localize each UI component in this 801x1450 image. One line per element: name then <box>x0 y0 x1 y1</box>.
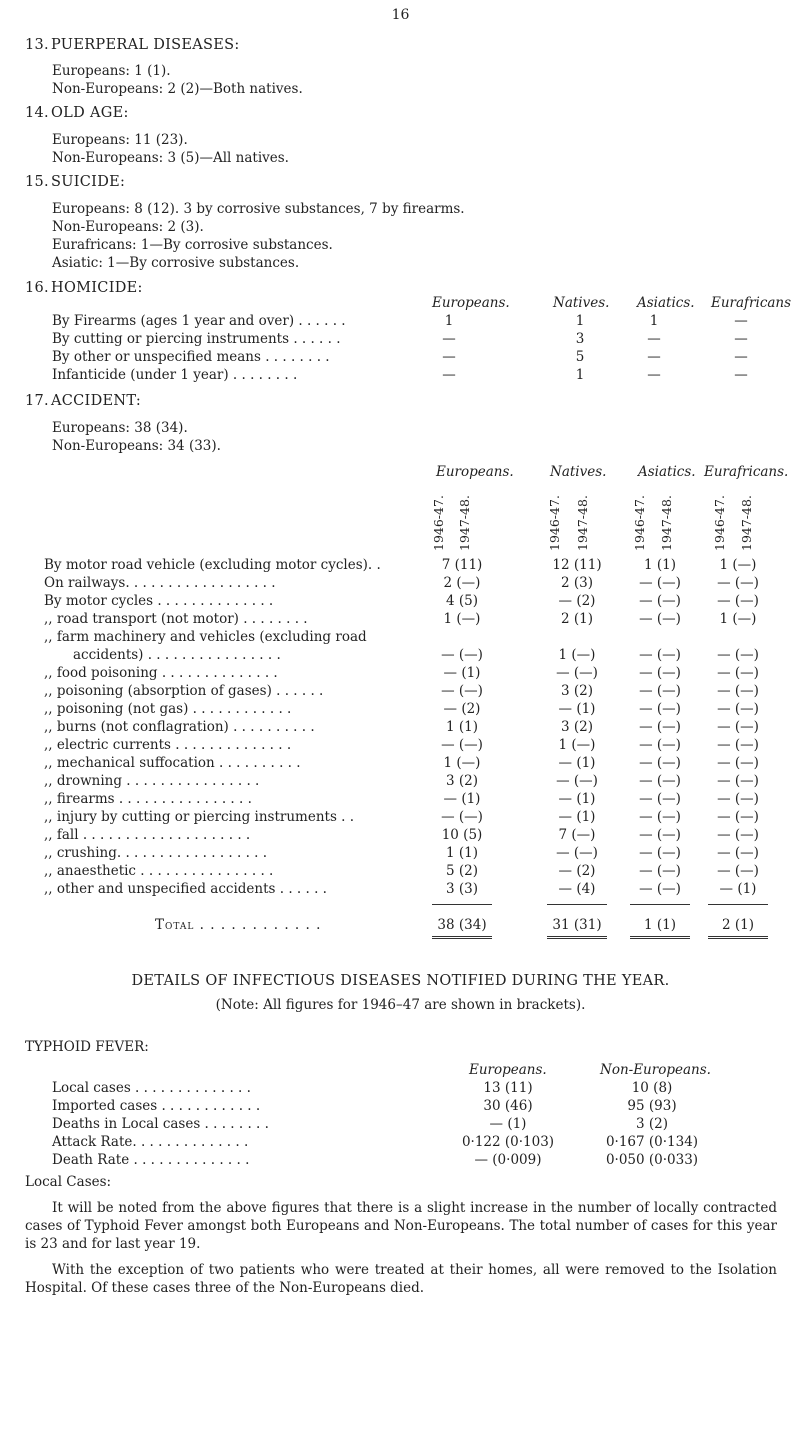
accident-cell: — (1) <box>719 881 757 897</box>
accident-cell: 1 (—) <box>558 647 596 663</box>
paragraph: It will be noted from the above figures that there is a slight increase in the number of locally contracted cases of Typhoid Fever amongst both Europeans and Non-Europeans. The total number of cases for this year is 23 and for last year 19. <box>25 1200 777 1252</box>
typhoid-col-non-europeans: Non-Europeans. <box>600 1062 711 1078</box>
accident-cell: — (—) <box>639 863 681 879</box>
year-header: 1946-47. <box>431 495 446 551</box>
typhoid-row-label: Death Rate . . . . . . . . . . . . . . <box>52 1152 250 1168</box>
accident-cell: 2 (—) <box>443 575 481 591</box>
accident-cell: 3 (2) <box>445 773 478 789</box>
accident-cell: — (—) <box>717 737 759 753</box>
typhoid-row-label: Local cases . . . . . . . . . . . . . . <box>52 1080 251 1096</box>
section-15-line: Eurafricans: 1—By corrosive substances. <box>52 237 333 253</box>
section-15-line: Europeans: 8 (12). 3 by corrosive substances, 7 by firearms. <box>52 201 465 217</box>
homicide-cell: 1 <box>575 367 585 383</box>
accident-cell: 12 (11) <box>552 557 602 573</box>
homicide-col-europeans: Europeans. <box>432 295 510 311</box>
accident-row-label: ,, food poisoning . . . . . . . . . . . . . . <box>44 665 278 681</box>
total-double-rule <box>432 936 492 939</box>
accident-cell: — (—) <box>717 755 759 771</box>
accident-row-label: By motor road vehicle (excluding motor cycles). . <box>44 557 381 573</box>
homicide-row-label: By Firearms (ages 1 year and over) . . . . . . <box>52 313 346 329</box>
typhoid-cell: — (0·009) <box>474 1152 542 1168</box>
accident-cell: 4 (5) <box>445 593 478 609</box>
accident-cell: — (—) <box>717 827 759 843</box>
homicide-cell: 3 <box>575 331 585 347</box>
accident-cell: 7 (—) <box>558 827 596 843</box>
accident-cell: 1 (—) <box>719 557 757 573</box>
total-double-rule <box>630 936 690 939</box>
accident-row-label: ,, drowning . . . . . . . . . . . . . . . . <box>44 773 260 789</box>
accident-cell: — (—) <box>639 665 681 681</box>
homicide-cell: — <box>647 367 661 383</box>
accident-row-label: ,, mechanical suffocation . . . . . . . . . . <box>44 755 301 771</box>
homicide-cell: 1 <box>575 313 585 329</box>
accident-cell: 7 (11) <box>441 557 483 573</box>
homicide-cell: — <box>442 367 456 383</box>
accident-cell: — (—) <box>639 647 681 663</box>
accident-col-natives: Natives. <box>550 464 607 480</box>
accident-cell: — (2) <box>443 701 481 717</box>
homicide-cell: 1 <box>444 313 454 329</box>
accident-cell: — (—) <box>639 881 681 897</box>
homicide-cell: 1 <box>649 313 659 329</box>
accident-col-asiatics: Asiatics. <box>638 464 696 480</box>
accident-cell: — (4) <box>558 881 596 897</box>
accident-row-label: ,, burns (not conflagration) . . . . . . . . . . <box>44 719 315 735</box>
accident-row-label: ,, other and unspecified accidents . . . . . . <box>44 881 327 897</box>
accident-total-cell: 1 (1) <box>643 917 676 933</box>
homicide-row-label: By other or unspecified means . . . . . . . . <box>52 349 330 365</box>
section-15-heading: 15. SUICIDE: <box>25 174 126 190</box>
accident-row-label: ,, farm machinery and vehicles (excluding road <box>44 629 367 645</box>
year-header: 1947-48. <box>575 495 590 551</box>
accident-col-eurafricans: Eurafricans. <box>704 464 789 480</box>
section-16-heading: 16. HOMICIDE: <box>25 280 143 296</box>
accident-row-label: ,, road transport (not motor) . . . . . . . . <box>44 611 308 627</box>
accident-cell: — (—) <box>441 809 483 825</box>
typhoid-heading: TYPHOID FEVER: <box>25 1039 149 1055</box>
accident-cell: — (—) <box>717 701 759 717</box>
homicide-row-label: Infanticide (under 1 year) . . . . . . . . <box>52 367 298 383</box>
section-15-line: Non-Europeans: 2 (3). <box>52 219 204 235</box>
typhoid-cell: 3 (2) <box>635 1116 668 1132</box>
accident-cell: — (—) <box>639 719 681 735</box>
typhoid-cell: 30 (46) <box>483 1098 533 1114</box>
section-17-line: Non-Europeans: 34 (33). <box>52 438 221 454</box>
accident-cell: 1 (1) <box>643 557 676 573</box>
accident-cell: 2 (1) <box>560 611 593 627</box>
accident-cell: 10 (5) <box>441 827 483 843</box>
accident-cell: 2 (3) <box>560 575 593 591</box>
homicide-cell: — <box>734 349 748 365</box>
accident-row-label: accidents) . . . . . . . . . . . . . . . . <box>73 647 281 663</box>
homicide-cell: 5 <box>575 349 585 365</box>
homicide-cell: — <box>442 331 456 347</box>
section-14-line: Europeans: 11 (23). <box>52 132 188 148</box>
accident-cell: 3 (2) <box>560 683 593 699</box>
year-header: 1946-47. <box>712 495 727 551</box>
accident-cell: — (—) <box>717 647 759 663</box>
year-header: 1946-47. <box>632 495 647 551</box>
column-rule <box>708 904 768 905</box>
accident-cell: — (2) <box>558 863 596 879</box>
accident-cell: — (—) <box>717 863 759 879</box>
column-rule <box>630 904 690 905</box>
accident-col-europeans: Europeans. <box>436 464 514 480</box>
accident-total-cell: 2 (1) <box>721 917 754 933</box>
year-header: 1946-47. <box>547 495 562 551</box>
accident-row-label: ,, anaesthetic . . . . . . . . . . . . . . . . <box>44 863 274 879</box>
section-15-line: Asiatic: 1—By corrosive substances. <box>52 255 300 271</box>
accident-row-label: ,, crushing. . . . . . . . . . . . . . . . . . <box>44 845 268 861</box>
accident-cell: — (—) <box>639 737 681 753</box>
accident-cell: 3 (2) <box>560 719 593 735</box>
typhoid-row-label: Attack Rate. . . . . . . . . . . . . . <box>52 1134 249 1150</box>
page-number: 16 <box>391 7 410 23</box>
accident-cell: — (1) <box>558 791 596 807</box>
accident-cell: — (2) <box>558 593 596 609</box>
accident-total-cell: 31 (31) <box>552 917 602 933</box>
year-header: 1947-48. <box>457 495 472 551</box>
accident-total-label: Total . . . . . . . . . . . . <box>155 917 322 933</box>
typhoid-row-label: Imported cases . . . . . . . . . . . . <box>52 1098 261 1114</box>
homicide-cell: — <box>734 313 748 329</box>
accident-row-label: ,, electric currents . . . . . . . . . . . . . . <box>44 737 292 753</box>
accident-total-cell: 38 (34) <box>437 917 487 933</box>
accident-cell: — (—) <box>441 647 483 663</box>
section-13-heading: 13. PUERPERAL DISEASES: <box>25 37 240 53</box>
accident-cell: — (—) <box>556 845 598 861</box>
accident-row-label: ,, poisoning (not gas) . . . . . . . . . . . . <box>44 701 292 717</box>
accident-cell: — (—) <box>639 827 681 843</box>
accident-cell: — (1) <box>558 809 596 825</box>
total-double-rule <box>547 936 607 939</box>
accident-cell: — (—) <box>639 701 681 717</box>
homicide-cell: — <box>647 331 661 347</box>
accident-cell: — (—) <box>717 773 759 789</box>
accident-cell: — (—) <box>639 611 681 627</box>
section-13-line: Europeans: 1 (1). <box>52 63 171 79</box>
accident-cell: 1 (—) <box>719 611 757 627</box>
accident-cell: 3 (3) <box>445 881 478 897</box>
section-17-heading: 17. ACCIDENT: <box>25 393 142 409</box>
accident-cell: — (—) <box>717 809 759 825</box>
accident-cell: 1 (—) <box>443 755 481 771</box>
accident-cell: — (—) <box>717 575 759 591</box>
accident-cell: — (—) <box>556 665 598 681</box>
homicide-col-eurafricans: Eurafricans <box>711 295 792 311</box>
typhoid-cell: 10 (8) <box>631 1080 673 1096</box>
homicide-col-natives: Natives. <box>553 295 610 311</box>
accident-cell: — (—) <box>717 719 759 735</box>
typhoid-cell: 95 (93) <box>627 1098 677 1114</box>
accident-row-label: ,, fall . . . . . . . . . . . . . . . . . . . . <box>44 827 251 843</box>
homicide-cell: — <box>442 349 456 365</box>
accident-cell: — (—) <box>717 593 759 609</box>
accident-cell: 1 (—) <box>558 737 596 753</box>
homicide-col-asiatics: Asiatics. <box>637 295 695 311</box>
typhoid-cell: 0·122 (0·103) <box>461 1134 555 1150</box>
accident-cell: — (—) <box>639 791 681 807</box>
accident-cell: — (—) <box>717 791 759 807</box>
accident-cell: 1 (1) <box>445 845 478 861</box>
typhoid-cell: 0·167 (0·134) <box>605 1134 699 1150</box>
section-17-line: Europeans: 38 (34). <box>52 420 188 436</box>
accident-cell: — (—) <box>639 575 681 591</box>
accident-cell: — (—) <box>441 683 483 699</box>
accident-cell: — (—) <box>639 683 681 699</box>
year-header: 1947-48. <box>659 495 674 551</box>
column-rule <box>432 904 492 905</box>
accident-cell: 1 (1) <box>445 719 478 735</box>
accident-cell: — (—) <box>441 737 483 753</box>
accident-cell: — (1) <box>443 791 481 807</box>
accident-cell: — (1) <box>558 701 596 717</box>
accident-cell: — (1) <box>443 665 481 681</box>
accident-row-label: On railways. . . . . . . . . . . . . . . . . . <box>44 575 276 591</box>
accident-cell: — (—) <box>639 755 681 771</box>
year-header: 1947-48. <box>739 495 754 551</box>
typhoid-cell: — (1) <box>489 1116 527 1132</box>
accident-row-label: ,, poisoning (absorption of gases) . . . . . . <box>44 683 324 699</box>
homicide-cell: — <box>734 367 748 383</box>
typhoid-cell: 13 (11) <box>483 1080 533 1096</box>
accident-row-label: ,, firearms . . . . . . . . . . . . . . . . <box>44 791 252 807</box>
typhoid-col-europeans: Europeans. <box>469 1062 547 1078</box>
total-double-rule <box>708 936 768 939</box>
typhoid-cell: 0·050 (0·033) <box>605 1152 699 1168</box>
accident-row-label: ,, injury by cutting or piercing instruments . . <box>44 809 355 825</box>
accident-cell: — (1) <box>558 755 596 771</box>
typhoid-row-label: Deaths in Local cases . . . . . . . . <box>52 1116 269 1132</box>
homicide-row-label: By cutting or piercing instruments . . . . . . <box>52 331 341 347</box>
accident-cell: — (—) <box>639 845 681 861</box>
homicide-cell: — <box>734 331 748 347</box>
section-14-heading: 14. OLD AGE: <box>25 105 129 121</box>
section-13-line: Non-Europeans: 2 (2)—Both natives. <box>52 81 303 97</box>
local-cases-heading: Local Cases: <box>25 1174 112 1190</box>
accident-cell: — (—) <box>639 773 681 789</box>
section-14-line: Non-Europeans: 3 (5)—All natives. <box>52 150 289 166</box>
details-note: (Note: All figures for 1946–47 are shown in brackets). <box>215 997 586 1013</box>
homicide-cell: — <box>647 349 661 365</box>
accident-cell: 5 (2) <box>445 863 478 879</box>
accident-cell: — (—) <box>717 845 759 861</box>
details-title: DETAILS OF INFECTIOUS DISEASES NOTIFIED DURING THE YEAR. <box>131 973 670 989</box>
accident-cell: — (—) <box>639 809 681 825</box>
accident-cell: 1 (—) <box>443 611 481 627</box>
accident-row-label: By motor cycles . . . . . . . . . . . . . . <box>44 593 274 609</box>
column-rule <box>547 904 607 905</box>
accident-cell: — (—) <box>639 593 681 609</box>
paragraph: With the exception of two patients who were treated at their homes, all were removed to the Isolation Hospital. Of these cases three of the Non-Europeans died. <box>25 1262 777 1296</box>
accident-cell: — (—) <box>717 665 759 681</box>
accident-cell: — (—) <box>556 773 598 789</box>
accident-cell: — (—) <box>717 683 759 699</box>
